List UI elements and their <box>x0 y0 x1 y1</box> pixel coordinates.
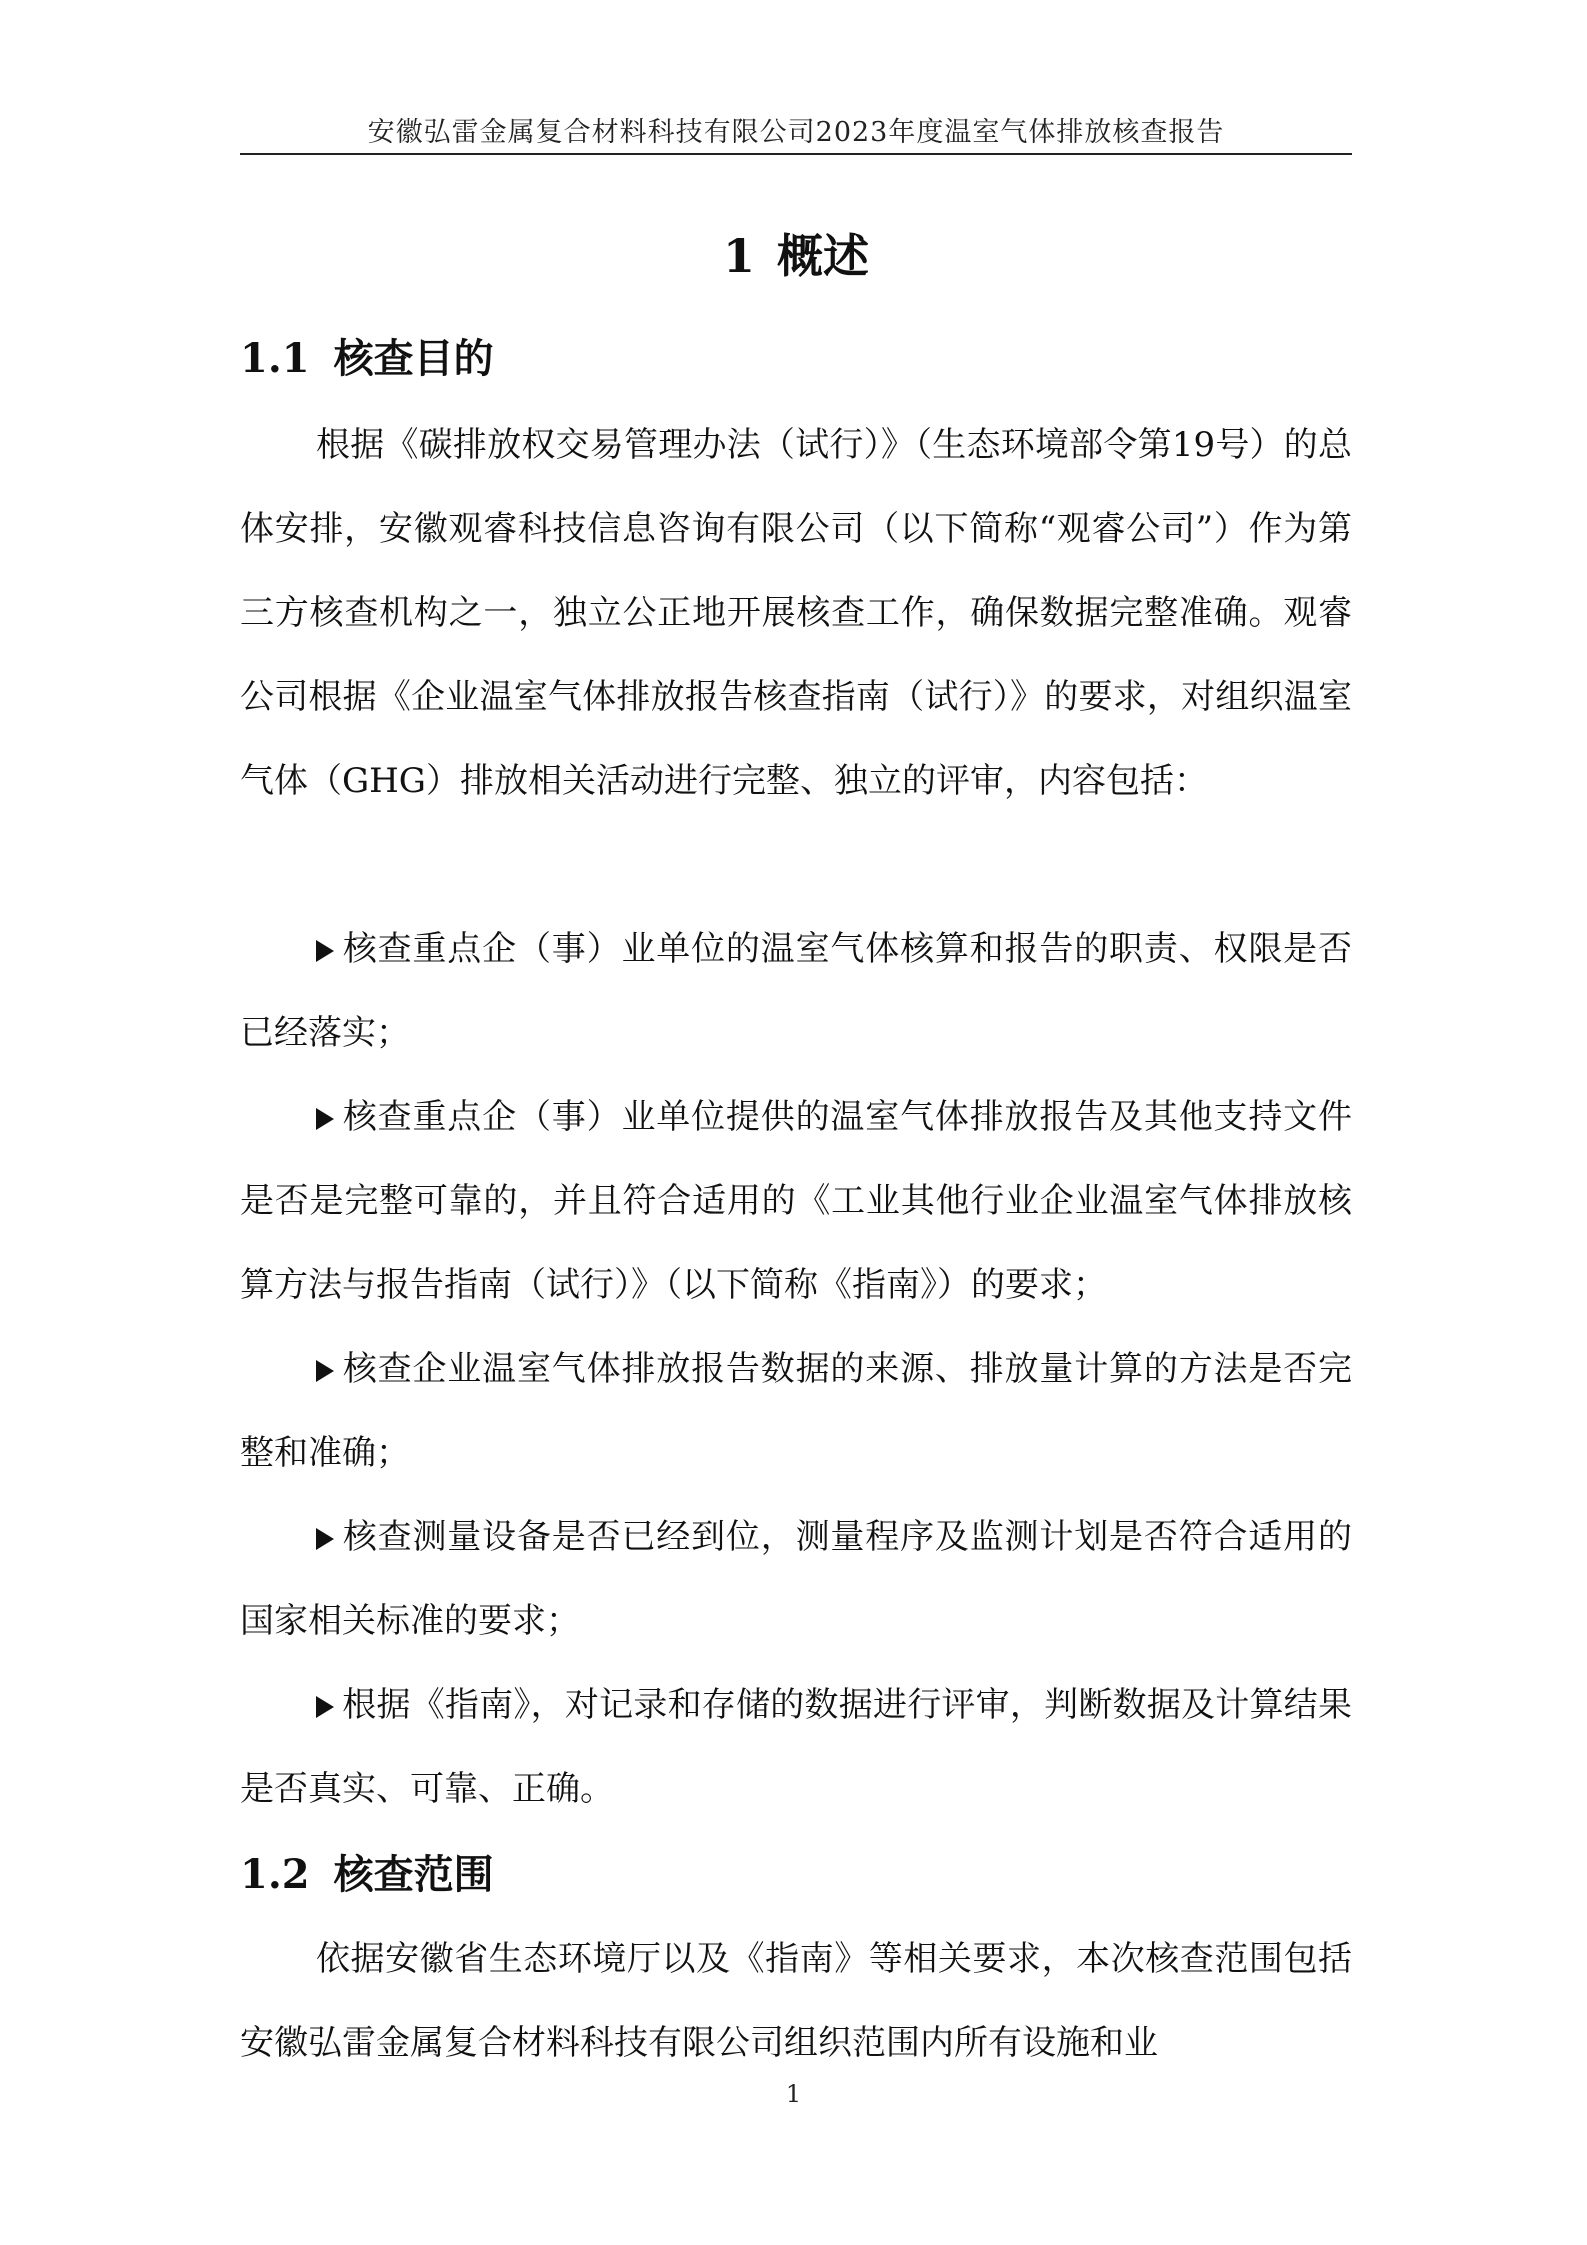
chapter-title-text: 概述 <box>777 229 869 283</box>
bullet-item <box>240 1663 1352 1831</box>
arrowhead-bullet-icon <box>316 1360 334 1382</box>
section-heading-1-2 <box>240 1843 1352 1900</box>
paragraph-verification-purpose: 根据《碳排放权交易管理办法（试行）》（生态环境部令第19号）的总体安排，安徽观睿科技信息咨询有限公司（以下简称“观睿公司”）作为第三方核查机构之一，独立公正地开展核查工作，确保数据完整准确。观睿公司根据《企业温室气体排放报告核查指南（试行）》的要求，对组织温室气体（GHG）排放相关活动进行完整、独立的评审，内容包括： <box>240 425 1352 801</box>
arrowhead-bullet-icon <box>316 940 334 962</box>
bullet-text: 根据《指南》，对记录和存储的数据进行评审，判断数据及计算结果是否真实、可靠、正确。 <box>240 1685 1352 1809</box>
chapter-number: 1 <box>722 229 755 283</box>
header-rule <box>240 153 1352 155</box>
arrowhead-bullet-icon <box>316 1528 334 1550</box>
section-title: 核查目的 <box>333 335 494 382</box>
bullet-item <box>240 1327 1352 1495</box>
bullet-text: 核查测量设备是否已经到位，测量程序及监测计划是否符合适用的国家相关标准的要求； <box>240 1517 1352 1641</box>
chapter-title <box>240 220 1352 286</box>
arrowhead-bullet-icon <box>316 1108 334 1130</box>
arrowhead-bullet-icon <box>316 1696 334 1718</box>
section-title: 核查范围 <box>333 1851 494 1898</box>
bullet-text: 核查企业温室气体排放报告数据的来源、排放量计算的方法是否完整和准确； <box>240 1349 1352 1473</box>
bullet-text: 核查重点企（事）业单位提供的温室气体排放报告及其他支持文件是否是完整可靠的，并且符合适用的《工业其他行业企业温室气体排放核算方法与报告指南（试行）》（以下简称《指南》）的要求； <box>240 1097 1352 1305</box>
page-number: 1 <box>785 2080 802 2108</box>
section-number: 1.1 <box>240 335 310 382</box>
bullet-item <box>240 1495 1352 1663</box>
section-heading-1-1 <box>240 327 1352 384</box>
running-header: 安徽弘雷金属复合材料科技有限公司2023年度温室气体排放核查报告 <box>367 117 1225 148</box>
paragraph-verification-scope: 依据安徽省生态环境厅以及《指南》等相关要求，本次核查范围包括安徽弘雷金属复合材料科技有限公司组织范围内所有设施和业 <box>240 1939 1352 2063</box>
bullet-text: 核查重点企（事）业单位的温室气体核算和报告的职责、权限是否已经落实； <box>240 929 1352 1053</box>
bullet-item <box>240 907 1352 1075</box>
section-number: 1.2 <box>240 1851 310 1898</box>
bullet-item <box>240 1075 1352 1327</box>
